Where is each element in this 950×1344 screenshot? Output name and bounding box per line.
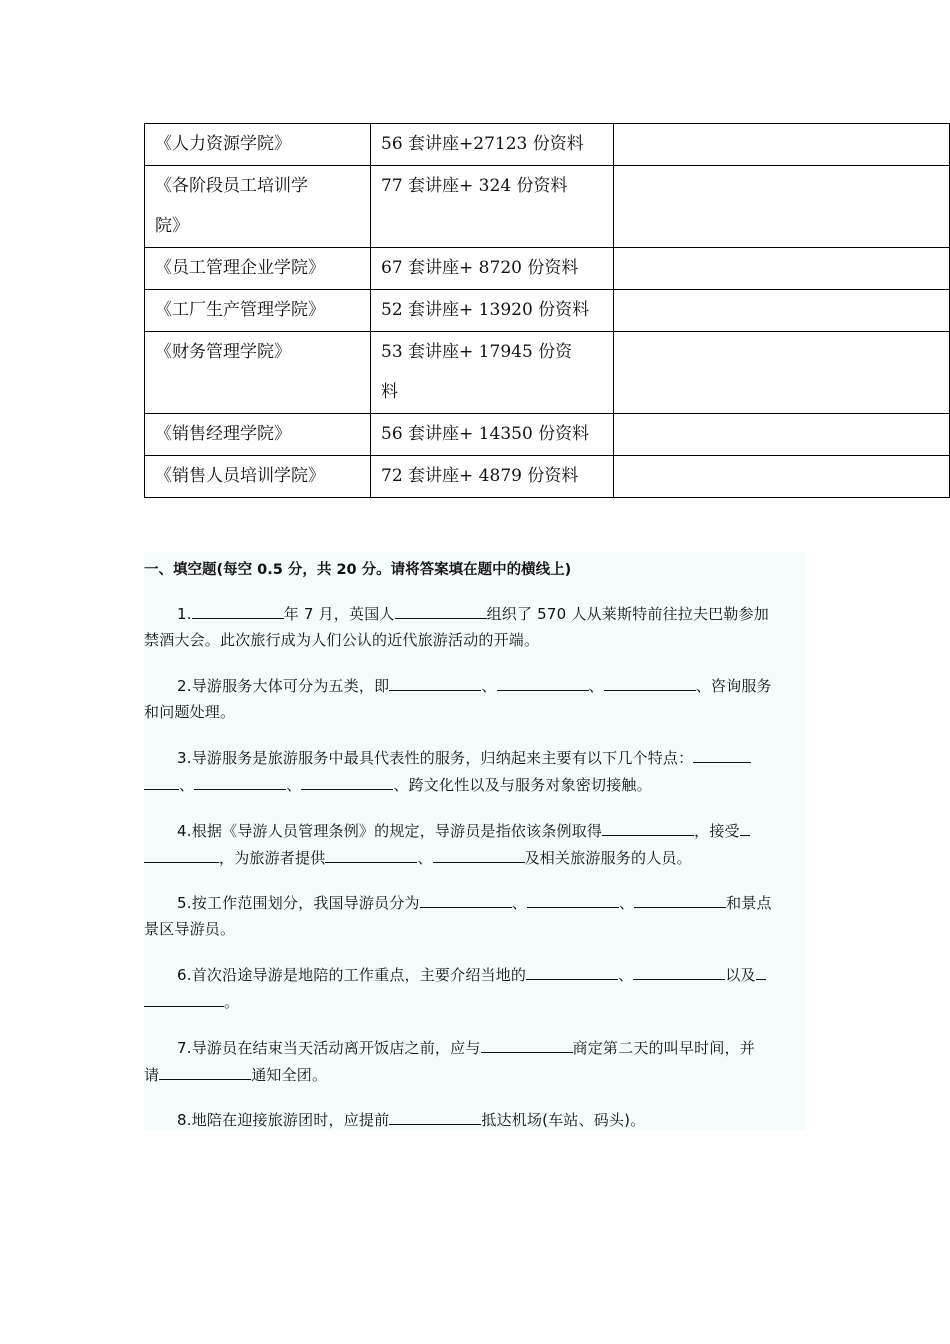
answer-blank[interactable] bbox=[497, 672, 589, 691]
answer-blank[interactable] bbox=[159, 1061, 251, 1080]
table-row bbox=[145, 166, 950, 248]
course-name: 《销售人员培训学院》 bbox=[145, 456, 371, 498]
answer-blank[interactable] bbox=[389, 672, 481, 691]
answer-blank[interactable] bbox=[604, 672, 696, 691]
question-text: 和景点 bbox=[726, 894, 772, 912]
question-text: 地陪在迎接旅游团时，应提前 bbox=[191, 1111, 390, 1129]
question-text: 商定第二天的叫早时间，并 bbox=[572, 1039, 755, 1057]
answer-blank[interactable] bbox=[395, 600, 487, 619]
question-number: 5. bbox=[177, 894, 192, 912]
course-name: 《财务管理学院》 bbox=[145, 332, 371, 414]
table-row bbox=[145, 414, 950, 456]
question-text: 、 bbox=[481, 677, 497, 695]
answer-blank[interactable] bbox=[325, 844, 417, 863]
table-row bbox=[145, 248, 950, 290]
question-text: 通知全团。 bbox=[251, 1066, 328, 1084]
answer-blank[interactable] bbox=[389, 1106, 481, 1125]
question-number: 1. bbox=[177, 605, 192, 623]
question-number: 2. bbox=[177, 677, 192, 695]
course-extra bbox=[614, 332, 950, 414]
question-text: 导游服务大体可分为五类，即 bbox=[191, 677, 390, 695]
course-extra bbox=[614, 414, 950, 456]
course-content: 53 套讲座+ 17945 份资料 bbox=[371, 332, 614, 414]
answer-blank[interactable] bbox=[526, 961, 618, 980]
course-content: 56 套讲座+27123 份资料 bbox=[371, 124, 614, 166]
course-content: 67 套讲座+ 8720 份资料 bbox=[371, 248, 614, 290]
table-row bbox=[145, 456, 950, 498]
answer-blank[interactable] bbox=[433, 844, 525, 863]
question-text: 。 bbox=[224, 993, 240, 1011]
question-text: 、跨文化性以及与服务对象密切接触。 bbox=[393, 776, 652, 794]
course-content: 77 套讲座+ 324 份资料 bbox=[371, 166, 614, 248]
fill-in-blank-section bbox=[144, 552, 806, 1130]
question-1 bbox=[144, 600, 806, 653]
question-6 bbox=[144, 961, 806, 1015]
course-content: 72 套讲座+ 4879 份资料 bbox=[371, 456, 614, 498]
course-extra bbox=[614, 248, 950, 290]
answer-blank[interactable] bbox=[192, 600, 284, 619]
question-text: 首次沿途导游是地陪的工作重点，主要介绍当地的 bbox=[191, 966, 527, 984]
question-text: ，接受 bbox=[694, 822, 740, 840]
question-text: 及相关旅游服务的人员。 bbox=[524, 849, 692, 867]
question-text: 禁酒大会。此次旅行成为人们公认的近代旅游活动的开端。 bbox=[144, 631, 540, 649]
question-text: 、咨询服务 bbox=[695, 677, 772, 695]
question-text: ，为旅游者提供 bbox=[219, 849, 326, 867]
question-text: 、 bbox=[286, 776, 302, 794]
question-text: 、 bbox=[618, 894, 635, 912]
answer-blank[interactable] bbox=[194, 771, 286, 790]
question-number: 8. bbox=[177, 1111, 192, 1129]
answer-blank[interactable] bbox=[420, 889, 512, 908]
course-extra bbox=[614, 166, 950, 248]
answer-blank[interactable] bbox=[634, 889, 726, 908]
answer-blank[interactable] bbox=[756, 961, 766, 980]
question-text: 、 bbox=[179, 776, 195, 794]
question-text: 以及 bbox=[725, 966, 756, 984]
course-extra bbox=[614, 290, 950, 332]
question-text: 和问题处理。 bbox=[144, 703, 236, 721]
answer-blank[interactable] bbox=[527, 889, 619, 908]
question-text: 、 bbox=[588, 677, 604, 695]
answer-blank[interactable] bbox=[740, 817, 750, 836]
question-5 bbox=[144, 889, 806, 942]
answer-blank[interactable] bbox=[693, 744, 751, 763]
question-number: 3. bbox=[177, 749, 192, 767]
question-text: 导游员在结束当天活动离开饭店之前，应与 bbox=[191, 1039, 481, 1057]
question-number: 6. bbox=[177, 966, 192, 984]
answer-blank[interactable] bbox=[301, 771, 393, 790]
question-text: 导游服务是旅游服务中最具代表性的服务，归纳起来主要有以下几个特点： bbox=[191, 749, 694, 767]
question-text: 根据《导游人员管理条例》的规定，导游员是指依该条例取得 bbox=[191, 822, 603, 840]
course-content: 52 套讲座+ 13920 份资料 bbox=[371, 290, 614, 332]
question-number: 4. bbox=[177, 822, 192, 840]
course-extra bbox=[614, 456, 950, 498]
question-text: 按工作范围划分，我国导游员分为 bbox=[191, 894, 420, 912]
question-2 bbox=[144, 672, 806, 725]
question-text: 年 7 月，英国人 bbox=[283, 605, 395, 623]
answer-blank[interactable] bbox=[481, 1034, 573, 1053]
question-text: 、 bbox=[618, 966, 634, 984]
answer-blank[interactable] bbox=[144, 771, 179, 790]
question-3 bbox=[144, 744, 806, 798]
question-8 bbox=[144, 1106, 806, 1133]
course-name: 《销售经理学院》 bbox=[145, 414, 371, 456]
course-name: 《员工管理企业学院》 bbox=[145, 248, 371, 290]
table-row bbox=[145, 124, 950, 166]
answer-blank[interactable] bbox=[602, 817, 694, 836]
course-content: 56 套讲座+ 14350 份资料 bbox=[371, 414, 614, 456]
table-row bbox=[145, 290, 950, 332]
course-extra bbox=[614, 124, 950, 166]
question-4 bbox=[144, 817, 806, 871]
course-name: 《各阶段员工培训学院》 bbox=[145, 166, 371, 248]
course-name: 《人力资源学院》 bbox=[145, 124, 371, 166]
question-text: 抵达机场(车站、码头)。 bbox=[481, 1111, 646, 1129]
answer-blank[interactable] bbox=[144, 844, 219, 863]
answer-blank[interactable] bbox=[633, 961, 725, 980]
question-text: 、 bbox=[417, 849, 433, 867]
question-number: 7. bbox=[177, 1039, 192, 1057]
question-text: 、 bbox=[511, 894, 527, 912]
course-table bbox=[144, 123, 950, 498]
table-row bbox=[145, 332, 950, 414]
question-text: 请 bbox=[144, 1066, 160, 1084]
answer-blank[interactable] bbox=[144, 988, 224, 1007]
question-text: 组织了 570 人从莱斯特前往拉夫巴勒参加 bbox=[486, 605, 769, 623]
question-text: 景区导游员。 bbox=[144, 920, 236, 938]
course-name: 《工厂生产管理学院》 bbox=[145, 290, 371, 332]
section-heading: 一、填空题(每空 0.5 分，共 20 分。请将答案填在题中的横线上) bbox=[144, 562, 572, 578]
question-7 bbox=[144, 1034, 806, 1088]
